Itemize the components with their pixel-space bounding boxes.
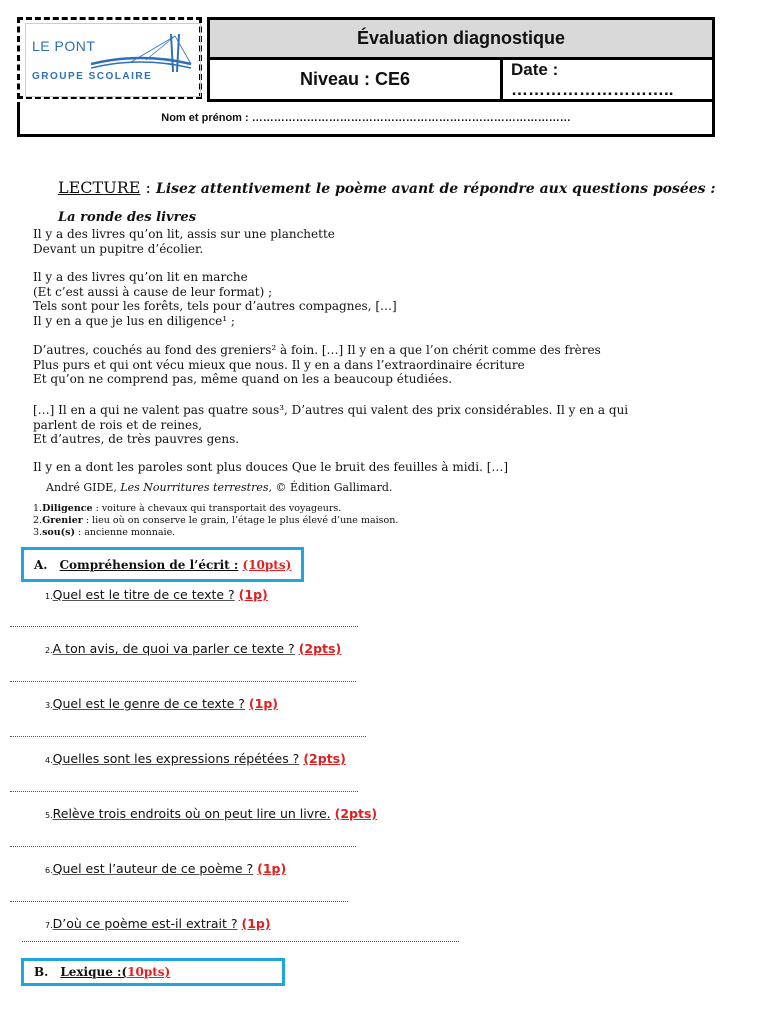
footnote-definition: : lieu où on conserve le grain, l’étage le plus élevé d’une maison.	[82, 515, 399, 526]
section-b-points: 10pts)	[127, 965, 171, 979]
answer-line-2[interactable]	[10, 681, 356, 682]
question-number: 1.	[45, 592, 53, 601]
question-points: (2pts)	[303, 751, 346, 766]
question-4	[45, 751, 346, 766]
question-number: 2.	[45, 646, 53, 655]
footnote	[33, 503, 398, 515]
section-b-label: B.	[34, 965, 49, 979]
poem-line: Devant un pupitre d’écolier.	[33, 241, 204, 256]
question-text: Quel est le titre de ce texte ?	[52, 587, 235, 602]
footnote	[33, 527, 398, 539]
question-text: Quel est l’auteur de ce poème ?	[52, 861, 254, 876]
footnote-number: 2.	[33, 515, 43, 526]
footnotes	[33, 503, 398, 539]
question-text: Relève trois endroits où on peut lire un livre.	[52, 806, 331, 821]
footnote-definition: : voiture à chevaux qui transportait des voyageurs.	[92, 503, 342, 514]
answer-line-5[interactable]	[10, 846, 356, 847]
poem-line: Il y a des livres qu’on lit en marche	[33, 270, 248, 284]
reading-colon: :	[140, 178, 156, 197]
poem-line: D’autres, couchés au fond des greniers² à foin. […] Il y en a que l’on chérit comme des frères	[33, 343, 601, 357]
poem-credit	[46, 481, 392, 494]
question-points: (2pts)	[334, 806, 378, 821]
reading-heading	[58, 178, 716, 197]
poem-title: La ronde des livres	[58, 210, 197, 225]
poem-stanza-1	[33, 227, 335, 256]
poem-line: Il y en a dont les paroles sont plus douces Que le bruit des feuilles à midi. […]	[33, 460, 509, 474]
answer-line-7[interactable]	[22, 941, 459, 942]
footnote-term: Diligence	[42, 503, 93, 514]
footnote-number: 1.	[33, 503, 43, 514]
answer-line-1[interactable]	[10, 626, 358, 627]
footnote-number: 3.	[33, 527, 43, 538]
page-title: Évaluation diagnostique	[207, 17, 715, 60]
poem-stanza-3	[33, 343, 601, 387]
question-text: Quel est le genre de ce texte ?	[52, 696, 245, 711]
question-points: (1p)	[257, 861, 287, 876]
poem-stanza-5	[33, 460, 508, 475]
logo-frame	[17, 17, 202, 99]
question-2	[45, 641, 341, 656]
poem-line: Plus purs et qui ont vécu mieux que nous. Il y en a dans l’extraordinaire écriture	[33, 357, 525, 372]
footnote-term: sou(s)	[42, 527, 76, 538]
date-field[interactable]: Date : ………………………..	[500, 60, 715, 102]
poem-line: parlent de rois et de reines,	[33, 417, 203, 432]
poem-line: Il y a des livres qu’on lit, assis sur une planchette	[33, 227, 335, 241]
question-points: (2pts)	[298, 641, 342, 656]
poem-line: Et d’autres, de très pauvres gens.	[33, 432, 240, 446]
section-a-title: Compréhension de l’écrit :	[59, 557, 239, 572]
poem-line: Tels sont pour les forêts, tels pour d’autres compagnes, […]	[33, 299, 397, 313]
question-points: (1p)	[248, 696, 278, 711]
answer-line-3[interactable]	[10, 736, 366, 737]
question-5	[45, 806, 377, 821]
poem-stanza-4	[33, 403, 628, 447]
section-b-header	[21, 958, 285, 986]
school-logo	[25, 23, 201, 97]
answer-line-4[interactable]	[10, 791, 358, 792]
question-text: D’où ce poème est-il extrait ?	[52, 916, 238, 931]
logo-subtitle: GROUPE SCOLAIRE	[32, 71, 153, 82]
reading-instruction: Lisez attentivement le poème avant de répondre aux questions posées :	[156, 181, 716, 197]
section-b-points-open: (	[121, 965, 128, 979]
poem-line: Et qu’on ne comprend pas, même quand on les a beaucoup étudiées.	[33, 372, 453, 386]
question-number: 7.	[45, 921, 53, 930]
question-points: (1p)	[238, 587, 268, 602]
question-6	[45, 861, 286, 876]
question-7	[45, 916, 271, 931]
question-text: A ton avis, de quoi va parler ce texte ?	[52, 641, 295, 656]
answer-line-6[interactable]	[10, 901, 348, 902]
poem-stanza-2	[33, 270, 397, 328]
footnote-term: Grenier	[42, 515, 83, 526]
reading-keyword: LECTURE	[58, 178, 141, 197]
section-a-label: A.	[34, 557, 48, 572]
footnote	[33, 515, 398, 527]
poem-line: (Et c’est aussi à cause de leur format) ;	[33, 284, 273, 299]
section-a-header	[21, 547, 304, 582]
poem-line: Il y en a que je lus en diligence¹ ;	[33, 313, 235, 328]
footnote-definition: : ancienne monnaie.	[75, 527, 176, 538]
credit-edition: , © Édition Gallimard.	[268, 481, 393, 494]
logo-name: LE PONT	[32, 38, 96, 54]
question-3	[45, 696, 278, 711]
name-field[interactable]: Nom et prénom : ……………………………………………………………………………	[17, 102, 715, 137]
question-number: 6.	[45, 866, 53, 875]
question-points: (1p)	[241, 916, 271, 931]
question-1	[45, 587, 268, 602]
section-a-points: (10pts)	[242, 557, 292, 572]
credit-book: Les Nourritures terrestres	[120, 481, 269, 494]
credit-author: André GIDE,	[46, 481, 121, 494]
question-number: 5.	[45, 811, 53, 820]
question-number: 3.	[45, 701, 53, 710]
level-label: Niveau : CE6	[207, 60, 503, 102]
question-text: Quelles sont les expressions répétées ?	[52, 751, 300, 766]
poem-line: […] Il en a qui ne valent pas quatre sous³, D’autres qui valent des prix considérables. Il y en a qui	[33, 403, 629, 417]
question-number: 4.	[45, 756, 53, 765]
section-b-title: Lexique :	[60, 965, 122, 979]
